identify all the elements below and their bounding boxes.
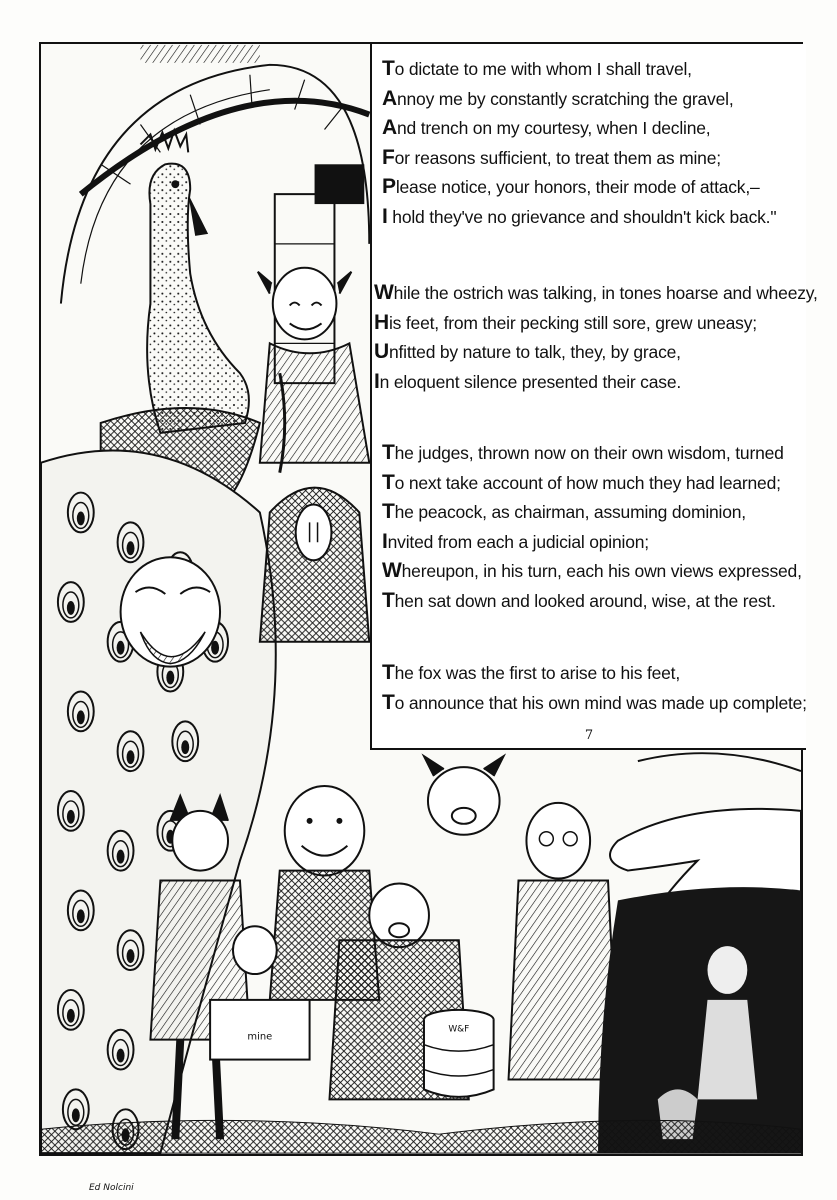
poem-line: Whereupon, in his turn, each his own views expressed, — [382, 559, 802, 582]
dark-corner — [598, 887, 801, 1153]
poem-line: I hold they've no grievance and shouldn't kick back." — [382, 204, 777, 228]
poem-line: Unfitted by nature to talk, they, by grace, — [374, 340, 681, 363]
poem-line: His feet, from their pecking still sore, grew uneasy; — [374, 310, 757, 334]
poem-line: While the ostrich was talking, in tones hoarse and wheezy, — [374, 281, 818, 304]
poem-line: To next take account of how much they had learned; — [382, 470, 781, 494]
poem-line: The peacock, as chairman, assuming dominion, — [382, 500, 746, 523]
poem-line: To dictate to me with whom I shall travel, — [382, 57, 692, 80]
stanza-3 — [382, 438, 802, 615]
poem-panel — [370, 44, 818, 750]
poem-line: The fox was the first to arise to his feet, — [382, 661, 680, 684]
stanza-4 — [382, 658, 807, 717]
hooded-figure — [260, 488, 369, 642]
poem-line: Then sat down and looked around, wise, at the rest. — [382, 588, 776, 612]
page-number: 7 — [584, 728, 594, 743]
poem-line: To announce that his own mind was made up complete; — [382, 690, 807, 714]
poem-line: Annoy me by constantly scratching the gravel, — [382, 86, 734, 110]
poem-line: Please notice, your honors, their mode of attack,– — [382, 175, 760, 198]
stanza-1 — [382, 54, 802, 231]
poem-line: Invited from each a judicial opinion; — [382, 529, 649, 553]
poem-line: The judges, thrown now on their own wisdom, turned — [382, 441, 784, 464]
box-label: mine — [247, 1031, 273, 1043]
bearded-judge — [121, 557, 220, 666]
poem-line: For reasons sufficient, to treat them as mine; — [382, 145, 721, 169]
barrel-label: W&F — [448, 1024, 470, 1035]
artist-signature: Ed Nolcini — [89, 1183, 134, 1193]
poem-line: And trench on my courtesy, when I decline, — [382, 116, 711, 139]
stanza-2 — [374, 278, 818, 396]
devil-figure — [258, 268, 369, 473]
poem-line: In eloquent silence presented their case. — [374, 369, 682, 393]
animal-crowd — [150, 756, 618, 1139]
